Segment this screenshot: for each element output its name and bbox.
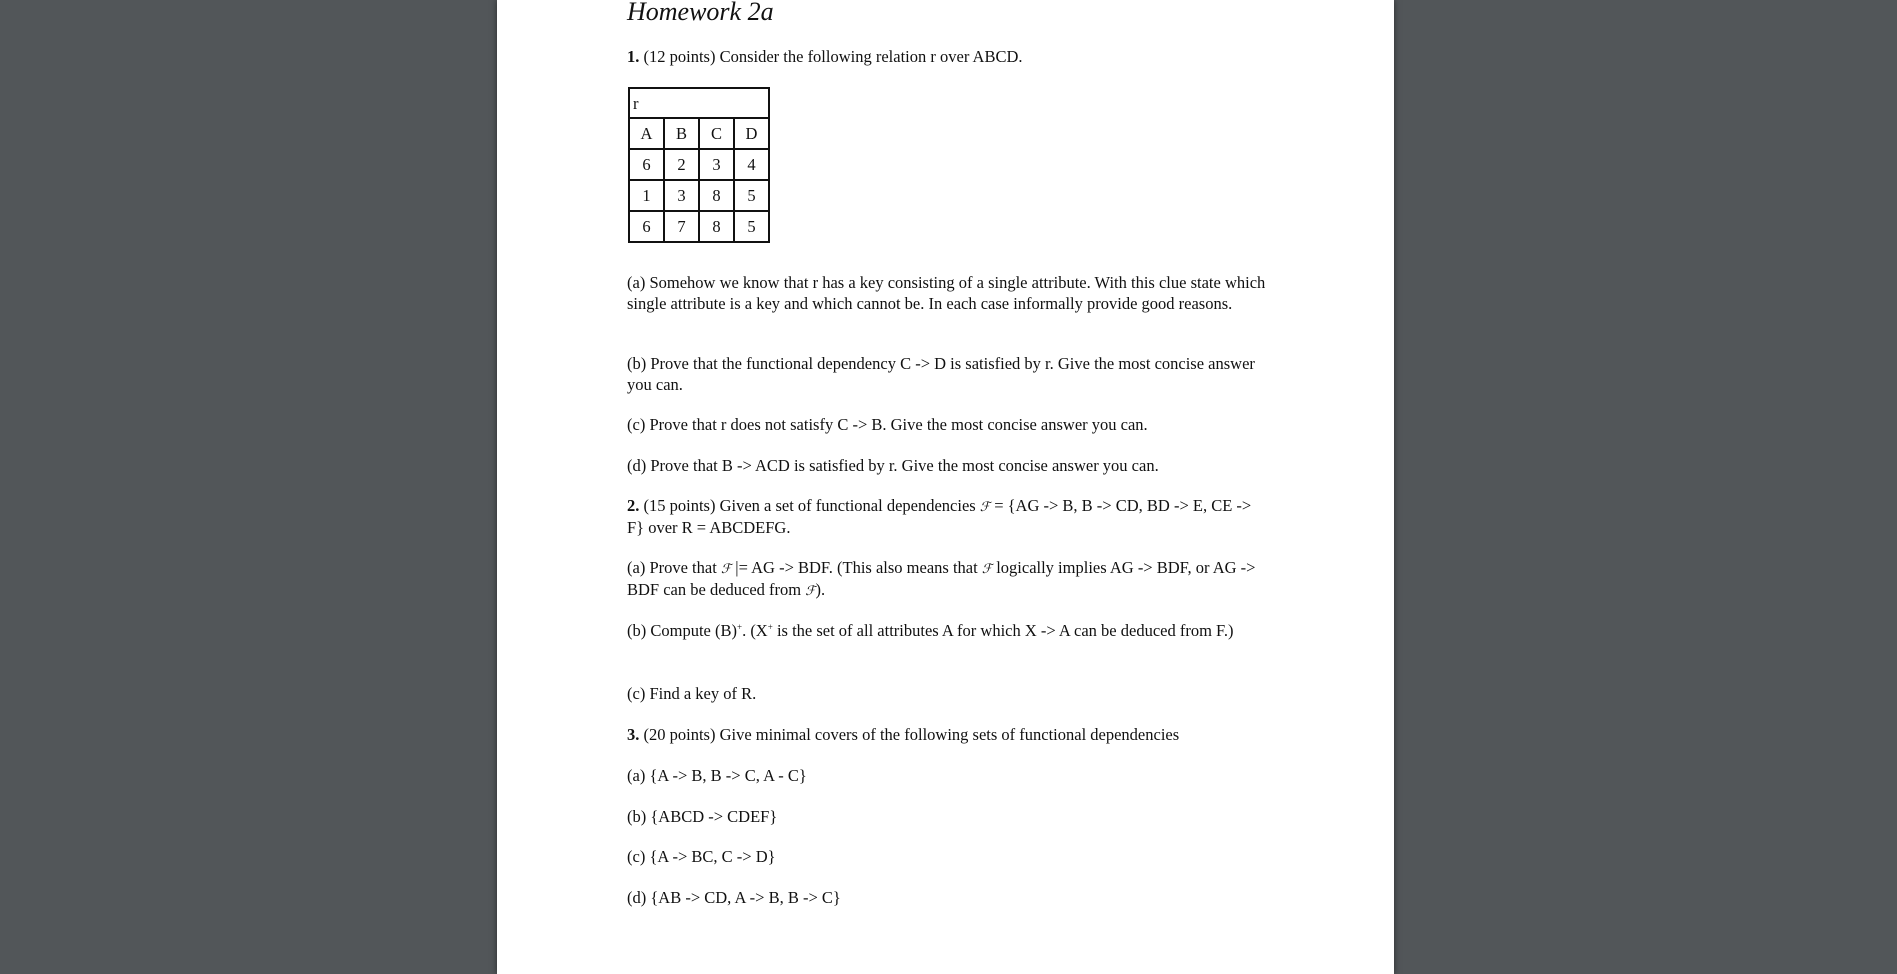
document-page bbox=[497, 0, 1394, 974]
table-cell: 8 bbox=[699, 211, 734, 242]
question-text: = {AG -> B, B -> CD, BD -> E, CE -> F} over R = ABCDEFG. bbox=[627, 496, 1252, 537]
column-header: A bbox=[629, 118, 664, 149]
question-3-header bbox=[627, 724, 1272, 745]
question-1-header bbox=[627, 46, 1272, 67]
text-segment: |= AG -> BDF. (This also means that bbox=[731, 558, 982, 577]
question-text: (12 points) Consider the following relation r over ABCD. bbox=[643, 47, 1023, 66]
table-cell: 7 bbox=[664, 211, 699, 242]
relation-name: r bbox=[629, 88, 769, 118]
text-segment: . (X bbox=[742, 621, 768, 640]
text-segment: is the set of all attributes A for which X -> A can be deduced from F.) bbox=[772, 621, 1234, 640]
text-segment: logically implies AG -> BDF, or AG -> BDF can be deduced from bbox=[627, 558, 1256, 599]
table-cell: 6 bbox=[629, 211, 664, 242]
question-2-header bbox=[627, 495, 1272, 538]
question-2a bbox=[627, 557, 1272, 601]
table-cell: 6 bbox=[629, 149, 664, 180]
relation-table bbox=[628, 87, 770, 243]
question-3a: (a) {A -> B, B -> C, A - C} bbox=[627, 766, 807, 785]
table-cell: 5 bbox=[734, 211, 769, 242]
script-f-symbol: ℱ bbox=[979, 499, 991, 514]
document-title: Homework 2a bbox=[627, 0, 774, 26]
superscript-plus: + bbox=[736, 622, 743, 632]
table-cell: 3 bbox=[664, 180, 699, 211]
table-cell: 3 bbox=[699, 149, 734, 180]
table-cell: 8 bbox=[699, 180, 734, 211]
text-segment: (b) Compute (B) bbox=[627, 621, 737, 640]
script-f-symbol: ℱ bbox=[805, 583, 816, 598]
table-cell: 4 bbox=[734, 149, 769, 180]
question-text: (15 points) Given a set of functional dependencies bbox=[643, 496, 980, 515]
table-cell: 5 bbox=[734, 180, 769, 211]
column-header: B bbox=[664, 118, 699, 149]
question-1a: (a) Somehow we know that r has a key consisting of a single attribute. With this clue state which single attribute is a key and which cannot be. In each case informally provide good reasons. bbox=[627, 273, 1266, 313]
table-cell: 2 bbox=[664, 149, 699, 180]
column-header: C bbox=[699, 118, 734, 149]
question-3b: (b) {ABCD -> CDEF} bbox=[627, 807, 778, 826]
question-2b bbox=[627, 620, 1272, 641]
script-f-symbol: ℱ bbox=[981, 561, 993, 576]
question-1c: (c) Prove that r does not satisfy C -> B. Give the most concise answer you can. bbox=[627, 415, 1148, 434]
table-row bbox=[629, 180, 769, 211]
superscript-plus: + bbox=[767, 622, 773, 632]
question-number: 2. bbox=[627, 496, 640, 515]
text-segment: (a) Prove that bbox=[627, 558, 721, 577]
table-row bbox=[629, 211, 769, 242]
question-number: 3. bbox=[627, 725, 640, 744]
question-1d: (d) Prove that B -> ACD is satisfied by r. Give the most concise answer you can. bbox=[627, 456, 1159, 475]
column-header: D bbox=[734, 118, 769, 149]
table-header-row bbox=[629, 118, 769, 149]
text-segment: ). bbox=[815, 580, 826, 599]
question-text: (20 points) Give minimal covers of the following sets of functional dependencies bbox=[643, 725, 1180, 744]
table-row bbox=[629, 149, 769, 180]
question-1b: (b) Prove that the functional dependency C -> D is satisfied by r. Give the most concise answer you can. bbox=[627, 354, 1255, 394]
script-f-symbol: ℱ bbox=[720, 561, 732, 576]
question-number: 1. bbox=[627, 47, 640, 66]
question-3c: (c) {A -> BC, C -> D} bbox=[627, 847, 776, 866]
table-cell: 1 bbox=[629, 180, 664, 211]
question-2c: (c) Find a key of R. bbox=[627, 684, 757, 703]
question-3d: (d) {AB -> CD, A -> B, B -> C} bbox=[627, 888, 841, 907]
